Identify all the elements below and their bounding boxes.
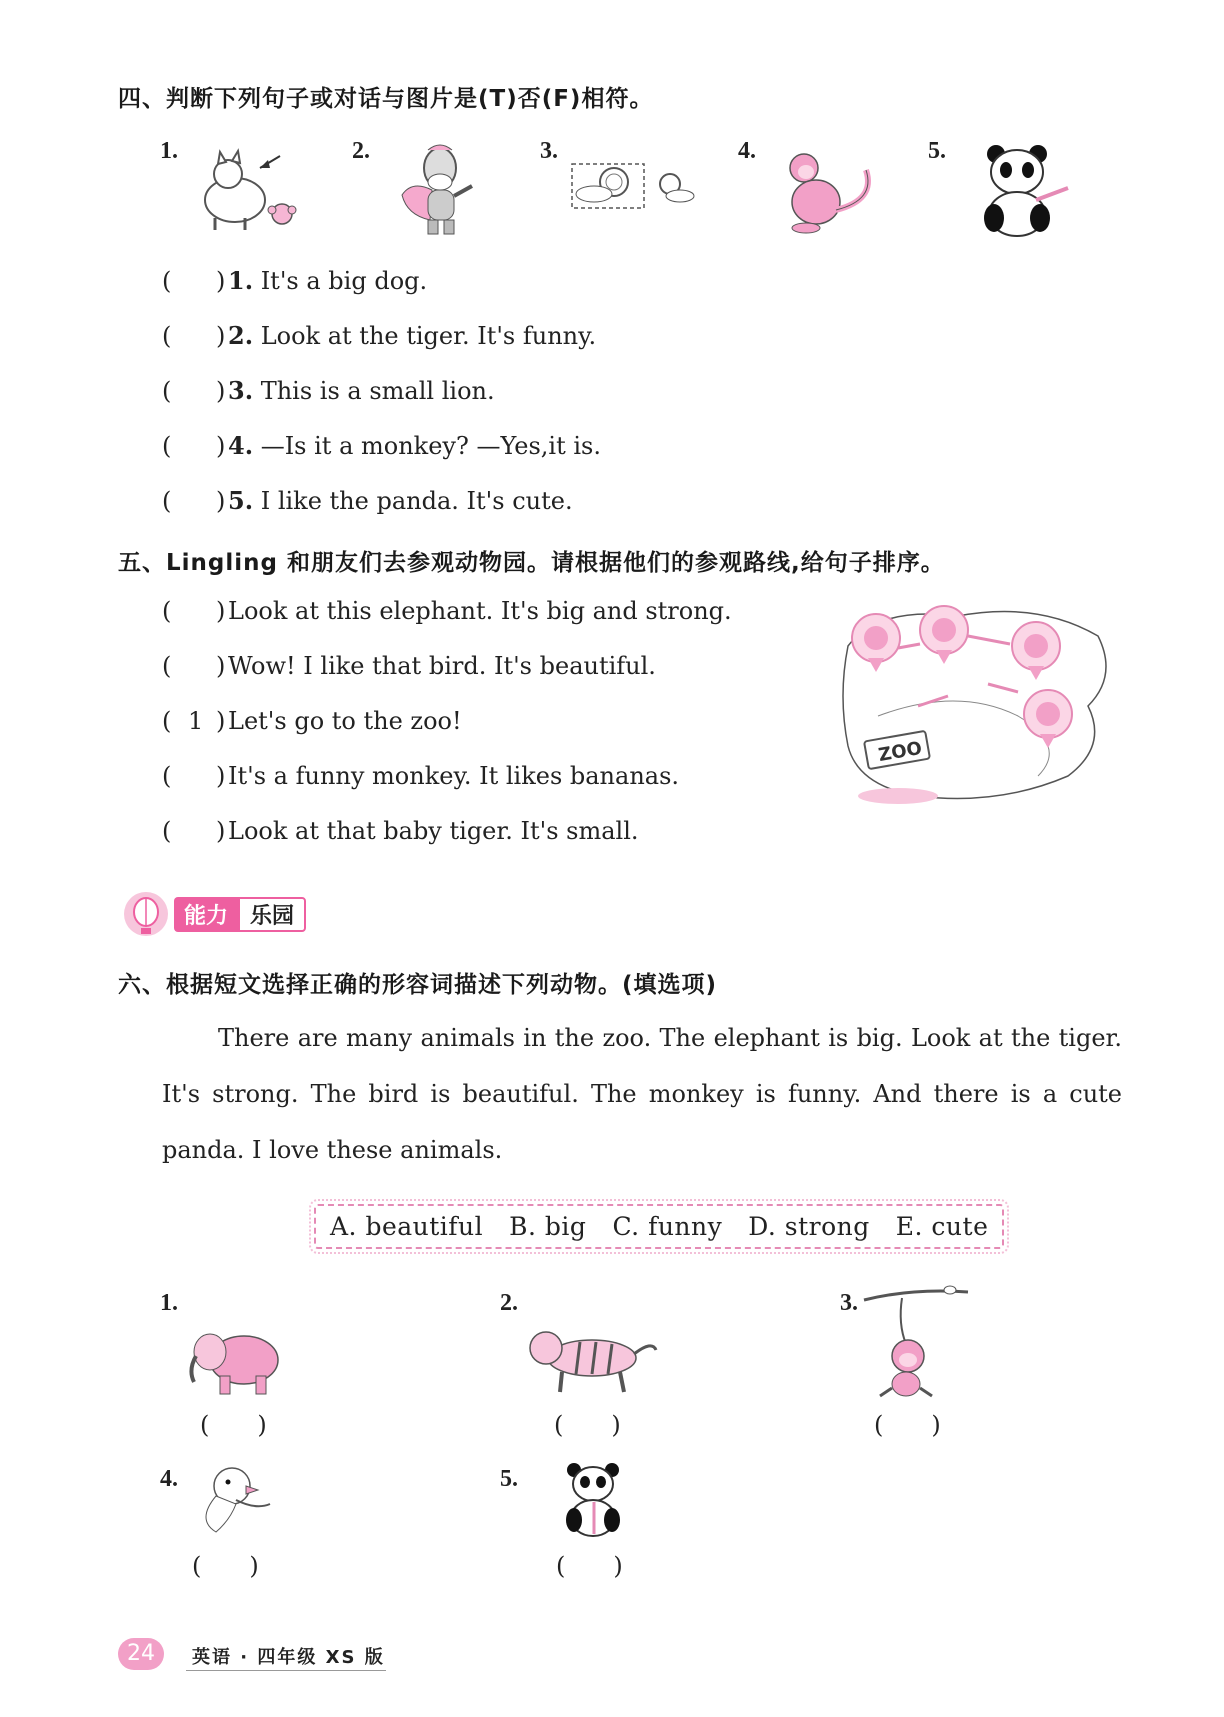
picture-number: 1. <box>160 138 178 164</box>
bird-picture <box>186 1460 276 1540</box>
order-item: ( ) Look at this elephant. It's big and strong. <box>162 597 732 625</box>
reading-passage: There are many animals in the zoo. The elephant is big. Look at the tiger. It's strong. The bird is beautiful. The monkey is funny. And there is a cute panda. I love these animals. <box>162 1024 1122 1164</box>
answer-blank[interactable]: ( ) <box>554 1411 621 1439</box>
dog-picture <box>190 148 310 238</box>
picture-number: 3. <box>540 138 558 164</box>
judge-item: ( ) 2. Look at the tiger. It's funny. <box>162 321 597 350</box>
picture-number: 2. <box>352 138 370 164</box>
hot-air-balloon-icon <box>118 890 174 938</box>
judge-item: ( ) 1. It's a big dog. <box>162 266 428 295</box>
animal-number: 4. <box>160 1466 178 1492</box>
answer-blank[interactable]: ( ) <box>200 1411 267 1439</box>
order-item: ( ) It's a funny monkey. It likes bananas. <box>162 762 680 790</box>
ability-banner <box>118 894 306 934</box>
zoo-map <box>838 596 1118 811</box>
lions-picture <box>570 158 700 218</box>
choice-option: D. strong <box>748 1212 870 1241</box>
judge-item: ( ) 5. I like the panda. It's cute. <box>162 486 573 515</box>
adjective-choices <box>314 1204 1004 1249</box>
animal-number: 5. <box>500 1466 518 1492</box>
answer-blank[interactable]: ( ) <box>556 1552 623 1580</box>
footer-divider <box>186 1670 386 1671</box>
section-4-title: 四、判断下列句子或对话与图片是(T)否(F)相符。 <box>118 86 654 112</box>
answer-blank[interactable]: ( ) <box>192 1552 259 1580</box>
order-item: ( ) Wow! I like that bird. It's beautiful. <box>162 652 656 680</box>
banner-label-pink: 能力 <box>174 897 238 932</box>
monkey-picture <box>776 140 886 240</box>
page-number: 24 <box>118 1638 164 1670</box>
order-item: ( 1 ) Let's go to the zoo! <box>162 707 462 735</box>
zoo-sign: ZOO <box>876 737 924 767</box>
picture-number: 4. <box>738 138 756 164</box>
judge-item: ( ) 3. This is a small lion. <box>162 376 495 405</box>
panda-picture <box>976 140 1076 240</box>
banner-label-white: 乐园 <box>238 897 306 932</box>
section-6-title: 六、根据短文选择正确的形容词描述下列动物。(填选项) <box>118 972 718 998</box>
choice-option: C. funny <box>612 1212 723 1241</box>
order-item: ( ) Look at that baby tiger. It's small. <box>162 817 639 845</box>
horse-picture <box>392 140 482 240</box>
hanging-monkey-picture <box>862 1284 972 1404</box>
panda-small-picture <box>560 1460 630 1540</box>
choice-option: A. beautiful <box>330 1212 484 1241</box>
choice-option: B. big <box>509 1212 587 1241</box>
picture-number: 5. <box>928 138 946 164</box>
tiger-picture <box>520 1320 660 1400</box>
animal-number: 2. <box>500 1290 518 1316</box>
answer-blank[interactable]: ( ) <box>874 1411 941 1439</box>
elephant-picture <box>186 1320 286 1400</box>
section-5-title: 五、Lingling 和朋友们去参观动物园。请根据他们的参观路线,给句子排序。 <box>118 550 945 576</box>
footer-book-title: 英语 · 四年级 XS 版 <box>192 1647 385 1668</box>
choice-option: E. cute <box>895 1212 989 1241</box>
judge-item: ( ) 4. —Is it a monkey? —Yes,it is. <box>162 431 601 460</box>
animal-number: 1. <box>160 1290 178 1316</box>
animal-number: 3. <box>840 1290 858 1316</box>
